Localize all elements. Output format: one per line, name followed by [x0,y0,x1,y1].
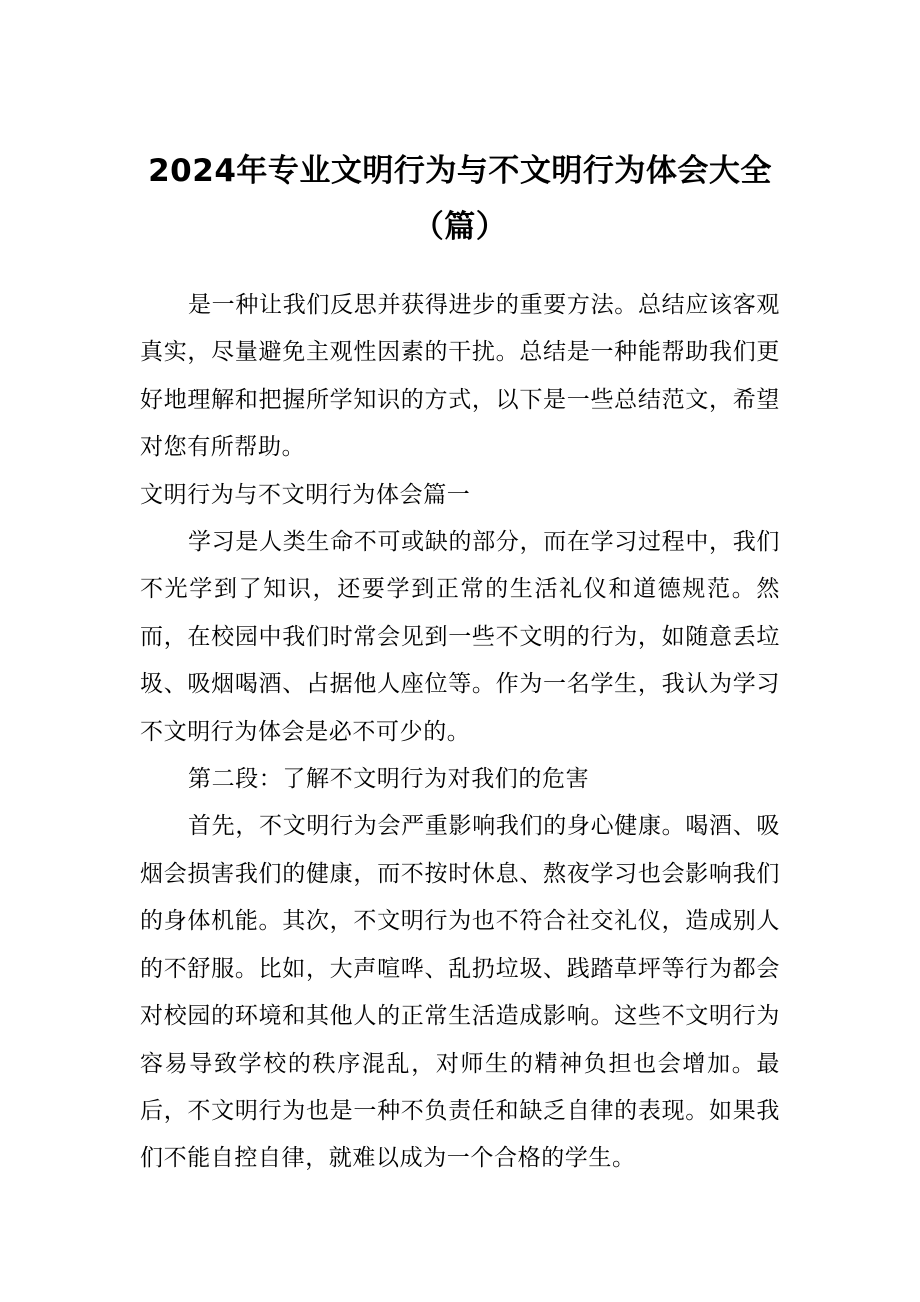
body-paragraph-1: 学习是人类生命不可或缺的部分，而在学习过程中，我们不光学到了知识，还要学到正常的生活礼仪和道德规范。然而，在校园中我们时常会见到一些不文明的行为，如随意丢垃圾、吸烟喝酒、占据他人座位等。作为一名学生，我认为学习不文明行为体会是必不可少的。 [140,529,780,745]
subsection-heading: 第二段：了解不文明行为对我们的危害 [188,766,590,793]
document-body [140,282,780,1183]
section-heading: 文明行为与不文明行为体会篇一 [140,481,471,508]
body-paragraph-2: 首先，不文明行为会严重影响我们的身心健康。喝酒、吸烟会损害我们的健康，而不按时休息、熬夜学习也会影响我们的身体机能。其次，不文明行为也不符合社交礼仪，造成别人的不舒服。比如，大声喧哗、乱扔垃圾、践踏草坪等行为都会对校园的环境和其他人的正常生活造成影响。这些不文明行为容易导致学校的秩序混乱，对师生的精神负担也会增加。最后，不文明行为也是一种不负责任和缺乏自律的表现。如果我们不能自控自律，就难以成为一个合格的学生。 [140,813,780,1172]
document-title: 2024年专业文明行为与不文明行为体会大全（篇） [148,153,772,245]
intro-paragraph: 是一种让我们反思并获得进步的重要方法。总结应该客观真实，尽量避免主观性因素的干扰。总结是一种能帮助我们更好地理解和把握所学知识的方式，以下是一些总结范文，希望对您有所帮助。 [140,292,780,461]
